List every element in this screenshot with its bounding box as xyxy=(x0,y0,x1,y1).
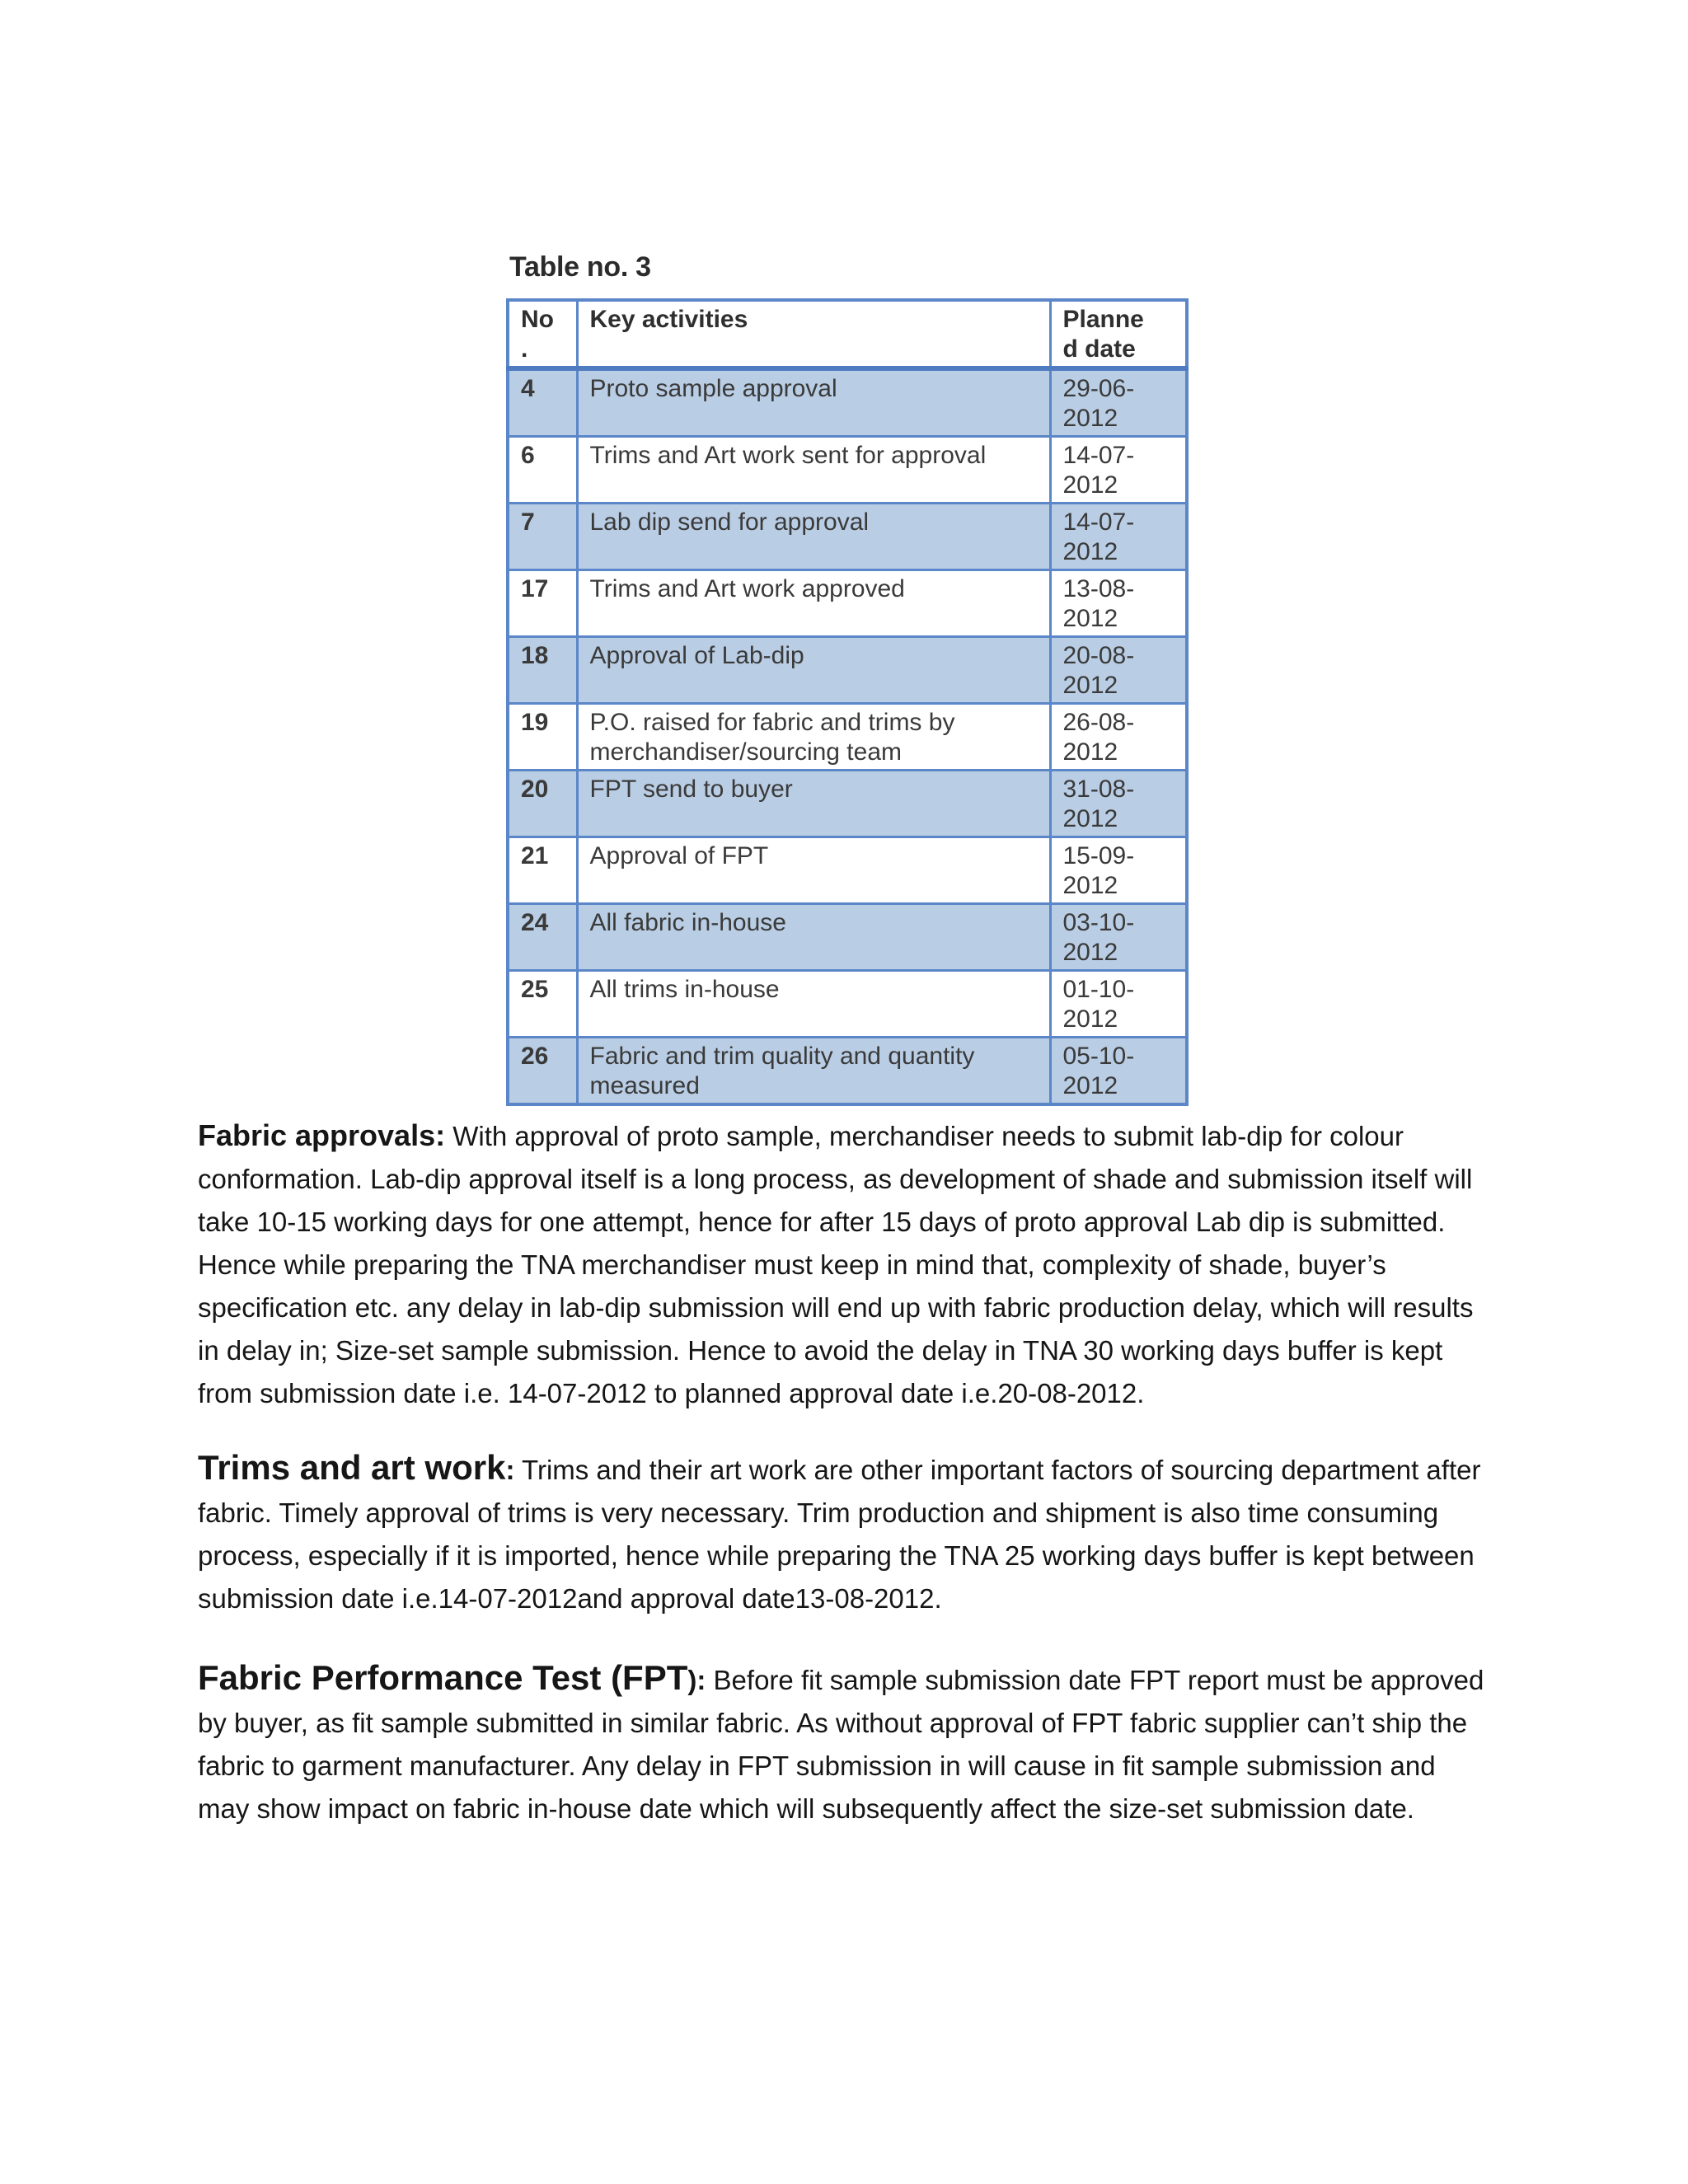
table-row xyxy=(508,771,1187,837)
fpt-text: Before fit sample submission date FPT report must be approved by buyer, as fit sample submitted in similar fabric. As without approval of FPT fabric supplier can’t ship the fabric to garment manufacturer. Any delay in FPT submission in will cause in fit sample submission and may show impact on fabric in-house date which will subsequently affect the size-set submission date. xyxy=(198,1665,1484,1824)
row-date: 01-10- 2012 xyxy=(1050,971,1187,1038)
trims-heading-colon: : xyxy=(505,1455,515,1485)
row-number: 19 xyxy=(508,704,577,771)
fpt-heading: Fabric Performance Test (FPT xyxy=(198,1658,688,1697)
row-date: 14-07- 2012 xyxy=(1050,504,1187,570)
row-date: 20-08- 2012 xyxy=(1050,637,1187,704)
row-activity: Approval of FPT xyxy=(577,837,1050,904)
row-activity: All trims in-house xyxy=(577,971,1050,1038)
row-number: 18 xyxy=(508,637,577,704)
fpt-heading-colon: ): xyxy=(687,1665,706,1695)
row-activity: Proto sample approval xyxy=(577,368,1050,437)
row-activity: All fabric in-house xyxy=(577,904,1050,971)
row-activity: FPT send to buyer xyxy=(577,771,1050,837)
table-row xyxy=(508,904,1187,971)
row-number: 25 xyxy=(508,971,577,1038)
row-number: 6 xyxy=(508,437,577,504)
row-number: 4 xyxy=(508,368,577,437)
trims-text: Trims and their art work are other important factors of sourcing department after fabric. Timely approval of trims is very necessary. Trim production and shipment is also time consuming process, especially if it is imported, hence while preparing the TNA 25 working days buffer is kept between submission date i.e.14-07-2012and approval date13-08-2012. xyxy=(198,1455,1481,1614)
table-row xyxy=(508,1038,1187,1105)
header-planned-date: Planne d date xyxy=(1050,300,1187,368)
table-row xyxy=(508,704,1187,771)
table-header-row xyxy=(508,300,1187,368)
row-number: 26 xyxy=(508,1038,577,1105)
table-row xyxy=(508,504,1187,570)
table-row xyxy=(508,368,1187,437)
row-number: 24 xyxy=(508,904,577,971)
row-number: 17 xyxy=(508,570,577,637)
table-row xyxy=(508,437,1187,504)
row-activity: Lab dip send for approval xyxy=(577,504,1050,570)
header-key-activities: Key activities xyxy=(577,300,1050,368)
table-row xyxy=(508,637,1187,704)
row-date: 26-08- 2012 xyxy=(1050,704,1187,771)
row-activity: Approval of Lab-dip xyxy=(577,637,1050,704)
table-caption: Table no. 3 xyxy=(509,251,651,283)
row-date: 13-08- 2012 xyxy=(1050,570,1187,637)
row-number: 20 xyxy=(508,771,577,837)
row-date: 14-07- 2012 xyxy=(1050,437,1187,504)
trims-heading: Trims and art work xyxy=(198,1448,506,1487)
row-date: 05-10- 2012 xyxy=(1050,1038,1187,1105)
row-activity: Trims and Art work approved xyxy=(577,570,1050,637)
tna-table-block xyxy=(506,251,1185,1106)
row-date: 03-10- 2012 xyxy=(1050,904,1187,971)
row-number: 7 xyxy=(508,504,577,570)
table-row xyxy=(508,837,1187,904)
row-date: 31-08- 2012 xyxy=(1050,771,1187,837)
fabric-approvals-paragraph xyxy=(198,1114,1490,1415)
row-date: 29-06- 2012 xyxy=(1050,368,1187,437)
table-row xyxy=(508,570,1187,637)
trims-paragraph xyxy=(198,1446,1490,1620)
tna-table xyxy=(506,298,1189,1106)
header-no: No . xyxy=(508,300,577,368)
row-activity: Fabric and trim quality and quantity measured xyxy=(577,1038,1050,1105)
fabric-approvals-heading: Fabric approvals: xyxy=(198,1118,446,1152)
fpt-paragraph xyxy=(198,1657,1490,1830)
row-activity: Trims and Art work sent for approval xyxy=(577,437,1050,504)
table-row xyxy=(508,971,1187,1038)
row-activity: P.O. raised for fabric and trims by merchandiser/sourcing team xyxy=(577,704,1050,771)
fabric-approvals-text: With approval of proto sample, merchandiser needs to submit lab-dip for colour conformation. Lab-dip approval itself is a long process, as development of shade and submission itself will take 10-15 working days for one attempt, hence for after 15 days of proto approval Lab dip is submitted. Hence while preparing the TNA merchandiser must keep in mind that, complexity of shade, buyer’s specification etc. any delay in lab-dip submission will end up with fabric production delay, which will results in delay in; Size-set sample submission. Hence to avoid the delay in TNA 30 working days buffer is kept from submission date i.e. 14-07-2012 to planned approval date i.e.20-08-2012. xyxy=(198,1121,1474,1408)
row-date: 15-09- 2012 xyxy=(1050,837,1187,904)
row-number: 21 xyxy=(508,837,577,904)
